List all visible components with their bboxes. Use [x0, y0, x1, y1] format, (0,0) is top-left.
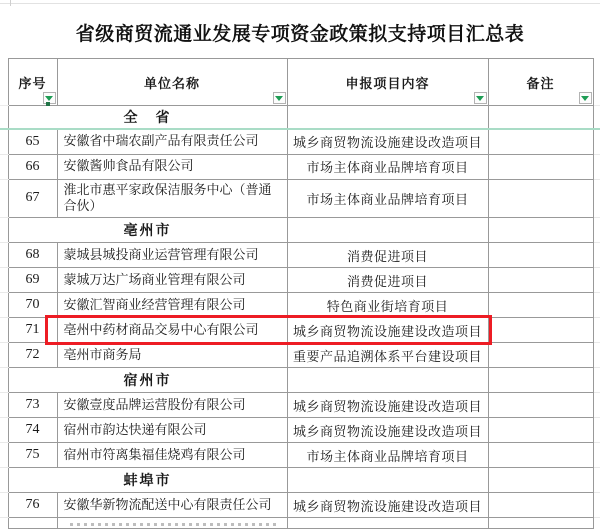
- note-cell[interactable]: [488, 343, 593, 368]
- gutter-cell: [593, 443, 600, 468]
- note-cell[interactable]: [488, 218, 593, 243]
- serial-cell[interactable]: 76: [8, 493, 57, 518]
- project-cell[interactable]: 城乡商贸物流设施建设改造项目: [287, 393, 488, 418]
- note-cell[interactable]: [488, 243, 593, 268]
- selection-handle: [46, 102, 50, 106]
- gutter-cell: [593, 393, 600, 418]
- gridline-remnant-vertical: [10, 0, 11, 6]
- gutter-cell: [593, 418, 600, 443]
- section-row: [0, 218, 600, 243]
- project-cell[interactable]: 市场主体商业品牌培育项目: [287, 443, 488, 468]
- project-cell[interactable]: 城乡商贸物流设施建设改造项目: [287, 493, 488, 518]
- gutter-cell: [593, 318, 600, 343]
- note-cell[interactable]: [488, 268, 593, 293]
- column-header-serial[interactable]: [8, 59, 57, 106]
- gutter-cell: [0, 343, 8, 368]
- gutter-cell: [0, 106, 8, 130]
- note-cell[interactable]: [488, 106, 593, 130]
- company-cell[interactable]: 安徽壹度品牌运营股份有限公司: [57, 393, 287, 418]
- gutter-cell: [593, 368, 600, 393]
- serial-cell[interactable]: 74: [8, 418, 57, 443]
- filter-arrow-icon: [476, 96, 484, 101]
- clipped-text-tops: [70, 523, 278, 526]
- table-row: [0, 393, 600, 418]
- note-cell[interactable]: [488, 443, 593, 468]
- gutter-cell: [593, 59, 600, 106]
- gutter-cell: [0, 243, 8, 268]
- serial-cell[interactable]: 69: [8, 268, 57, 293]
- column-header-note[interactable]: [488, 59, 593, 106]
- filter-arrow-icon: [45, 96, 53, 101]
- note-cell[interactable]: [488, 468, 593, 493]
- note-cell[interactable]: [488, 318, 593, 343]
- company-cell[interactable]: 安徽华新物流配送中心有限责任公司: [57, 493, 287, 518]
- filter-dropdown-button[interactable]: [579, 92, 592, 104]
- section-row: [0, 368, 600, 393]
- gutter-cell: [593, 179, 600, 218]
- filter-dropdown-button[interactable]: [474, 92, 487, 104]
- note-cell[interactable]: [488, 518, 593, 529]
- section-name-cell[interactable]: 亳州市: [8, 218, 287, 243]
- gutter-cell: [0, 218, 8, 243]
- gutter-cell: [593, 293, 600, 318]
- column-header-project[interactable]: [287, 59, 488, 106]
- table-body: [0, 106, 600, 529]
- company-cell[interactable]: 宿州市韵达快递有限公司: [57, 418, 287, 443]
- company-cell[interactable]: 亳州中药材商品交易中心有限公司: [57, 318, 287, 343]
- section-name-cell[interactable]: 全 省: [8, 106, 287, 130]
- note-cell[interactable]: [488, 179, 593, 218]
- table-row: [0, 493, 600, 518]
- gutter-cell: [0, 393, 8, 418]
- filter-arrow-icon: [275, 96, 283, 101]
- table-row: [0, 129, 600, 154]
- column-header-label: 申报项目内容: [345, 75, 430, 91]
- column-header-label: 序号: [18, 75, 47, 91]
- column-header-label: 单位名称: [143, 75, 200, 91]
- company-cell[interactable]: 蒙城万达广场商业管理有限公司: [57, 268, 287, 293]
- projects-table: [0, 58, 600, 529]
- table-row: [0, 418, 600, 443]
- filter-dropdown-button[interactable]: [273, 92, 286, 104]
- note-cell[interactable]: [488, 129, 593, 154]
- table-row: [0, 179, 600, 218]
- project-cell[interactable]: 特色商业街培育项目: [287, 293, 488, 318]
- project-cell[interactable]: [287, 218, 488, 243]
- gutter-cell: [593, 243, 600, 268]
- gutter-cell: [0, 418, 8, 443]
- gutter-cell: [0, 59, 8, 106]
- gutter-cell: [0, 318, 8, 343]
- note-cell[interactable]: [488, 418, 593, 443]
- company-cell[interactable]: 安徽汇智商业经营管理有限公司: [57, 293, 287, 318]
- gridline-remnant-horizontal: [0, 3, 600, 4]
- company-cell[interactable]: 蒙城县城投商业运营管理有限公司: [57, 243, 287, 268]
- gutter-cell: [593, 154, 600, 179]
- serial-cell[interactable]: [8, 518, 57, 529]
- column-header-label: 备注: [526, 75, 555, 91]
- project-cell[interactable]: 市场主体商业品牌培育项目: [287, 179, 488, 218]
- serial-cell[interactable]: 70: [8, 293, 57, 318]
- column-header-company[interactable]: [57, 59, 287, 106]
- section-name-cell[interactable]: 宿州市: [8, 368, 287, 393]
- company-cell[interactable]: 亳州市商务局: [57, 343, 287, 368]
- section-row: [0, 468, 600, 493]
- gutter-cell: [0, 179, 8, 218]
- note-cell[interactable]: [488, 154, 593, 179]
- table-row: [0, 154, 600, 179]
- gutter-cell: [593, 493, 600, 518]
- company-cell[interactable]: 安徽酱帅食品有限公司: [57, 154, 287, 179]
- gutter-cell: [593, 343, 600, 368]
- gutter-cell: [0, 468, 8, 493]
- serial-cell[interactable]: 75: [8, 443, 57, 468]
- project-cell[interactable]: [287, 518, 488, 529]
- partial-clipped-row: [0, 518, 600, 529]
- company-cell[interactable]: 宿州市符离集福佳烧鸡有限公司: [57, 443, 287, 468]
- project-cell[interactable]: [287, 368, 488, 393]
- serial-cell[interactable]: 68: [8, 243, 57, 268]
- project-cell[interactable]: 城乡商贸物流设施建设改造项目: [287, 418, 488, 443]
- gutter-cell: [0, 493, 8, 518]
- table-row: [0, 293, 600, 318]
- table-row: [0, 243, 600, 268]
- project-cell[interactable]: [287, 468, 488, 493]
- project-cell[interactable]: 市场主体商业品牌培育项目: [287, 154, 488, 179]
- project-cell[interactable]: 消费促进项目: [287, 243, 488, 268]
- gutter-cell: [0, 368, 8, 393]
- company-cell[interactable]: 淮北市惠平家政保洁服务中心（普通合伙）: [57, 179, 287, 218]
- project-cell[interactable]: 重要产品追溯体系平台建设项目: [287, 343, 488, 368]
- note-cell[interactable]: [488, 393, 593, 418]
- gutter-cell: [593, 129, 600, 154]
- gutter-cell: [0, 443, 8, 468]
- gutter-cell: [593, 218, 600, 243]
- table-row: [0, 318, 600, 343]
- serial-cell[interactable]: 73: [8, 393, 57, 418]
- section-row: [0, 106, 600, 130]
- gutter-cell: [0, 518, 8, 529]
- gutter-cell: [0, 129, 8, 154]
- project-cell[interactable]: 消费促进项目: [287, 268, 488, 293]
- note-cell[interactable]: [488, 368, 593, 393]
- table-row: [0, 443, 600, 468]
- page-title: 省级商贸流通业发展专项资金政策拟支持项目汇总表: [75, 24, 525, 45]
- serial-cell[interactable]: 65: [8, 129, 57, 154]
- note-cell[interactable]: [488, 493, 593, 518]
- gutter-cell: [593, 518, 600, 529]
- gutter-cell: [0, 154, 8, 179]
- project-cell[interactable]: 城乡商贸物流设施建设改造项目: [287, 318, 488, 343]
- serial-cell[interactable]: 67: [8, 179, 57, 218]
- project-cell[interactable]: [287, 106, 488, 130]
- gutter-cell: [0, 268, 8, 293]
- company-cell[interactable]: 安徽省中瑞农副产品有限责任公司: [57, 129, 287, 154]
- serial-cell[interactable]: 72: [8, 343, 57, 368]
- gutter-cell: [0, 293, 8, 318]
- header-row: [0, 59, 600, 106]
- company-cell[interactable]: [57, 518, 287, 529]
- gutter-cell: [593, 106, 600, 130]
- table-row: [0, 268, 600, 293]
- serial-cell[interactable]: 66: [8, 154, 57, 179]
- serial-cell[interactable]: 71: [8, 318, 57, 343]
- gutter-cell: [593, 468, 600, 493]
- note-cell[interactable]: [488, 293, 593, 318]
- table-row: [0, 343, 600, 368]
- section-name-cell[interactable]: 蚌埠市: [8, 468, 287, 493]
- project-cell[interactable]: 城乡商贸物流设施建设改造项目: [287, 129, 488, 154]
- gutter-cell: [593, 268, 600, 293]
- filter-arrow-icon: [581, 96, 589, 101]
